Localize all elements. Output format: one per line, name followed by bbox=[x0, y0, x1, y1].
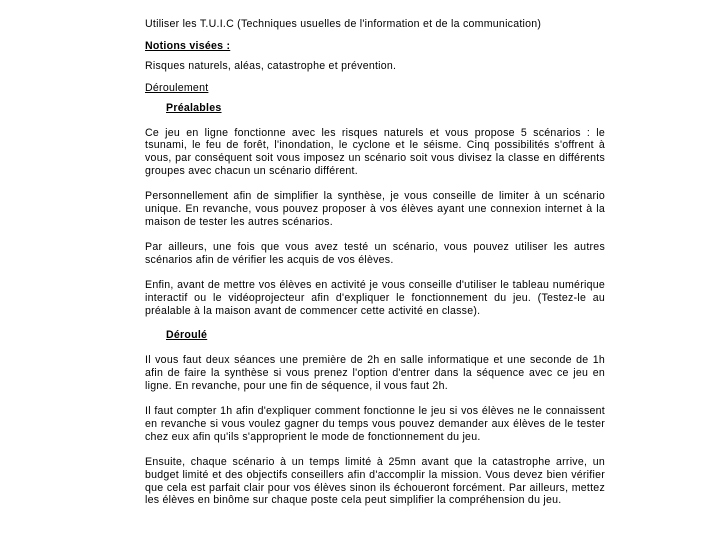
document-body bbox=[145, 18, 605, 507]
notions-text: Risques naturels, aléas, catastrophe et prévention. bbox=[145, 59, 397, 72]
deroule-paragraph-1: Il vous faut deux séances une première de 2h en salle informatique et une seconde de 1h afin de faire la synthèse si vous prenez l'option d'entrer dans la séquence avec ce jeu en ligne. En revanche, pour une fin de séquence, il vous faut 2h. bbox=[145, 354, 605, 393]
prealables-paragraph-3: Par ailleurs, une fois que vous avez testé un scénario, vous pouvez utiliser les autres scénarios afin de vérifier les acquis de vos élèves. bbox=[145, 240, 605, 266]
prealables-paragraph-1: Ce jeu en ligne fonctionne avec les risques naturels et vous propose 5 scénarios : le tsunami, le feu de forêt, l'inondation, le cyclone et le séisme. Cinq possibilités s'offrent à vous, par conséquent soit vous imposez un scénario soit vous divisez la classe en différents groupes avec chacun un scénario différent. bbox=[145, 126, 605, 178]
deroulement-heading: Déroulement bbox=[145, 81, 209, 94]
prealables-heading: Préalables bbox=[166, 101, 222, 114]
deroule-paragraph-2: Il faut compter 1h afin d'expliquer comment fonctionne le jeu si vos élèves ne le connaissent en revanche si vous voulez gagner du temps vous pouvez demander aux élèves de le tester chez eux afin qu'ils s'approprient le mode de fonctionnement du jeu. bbox=[145, 405, 605, 443]
deroule-heading: Déroulé bbox=[166, 329, 208, 342]
deroule-paragraph-3: Ensuite, chaque scénario à un temps limité à 25mn avant que la catastrophe arrive, un budget limité et des objectifs conseillers afin d'accomplir la mission. Vous devez bien vérifier que cela est parfait clair pour vos élèves sinon ils échoueront forcément. Par ailleurs, mettez les élèves en binôme sur chaque poste cela peut simplifier la compréhension du jeu. bbox=[145, 455, 605, 507]
prealables-paragraph-4: Enfin, avant de mettre vos élèves en activité je vous conseille d'utiliser le tableau numérique interactif ou le vidéoprojecteur afin d'expliquer le fonctionnement du jeu. (Testez-le au préalable à la maison avant de commencer cette activité en classe). bbox=[145, 278, 605, 317]
prealables-paragraph-2: Personnellement afin de simplifier la synthèse, je vous conseille de limiter à un scénario unique. En revanche, vous pouvez proposer à vos élèves ayant une connexion internet à la maison de tester les autres scénarios. bbox=[145, 190, 605, 228]
intro-paragraph: Utiliser les T.U.I.C (Techniques usuelles de l'information et de la communication) bbox=[145, 18, 542, 30]
notions-heading: Notions visées : bbox=[145, 39, 231, 52]
